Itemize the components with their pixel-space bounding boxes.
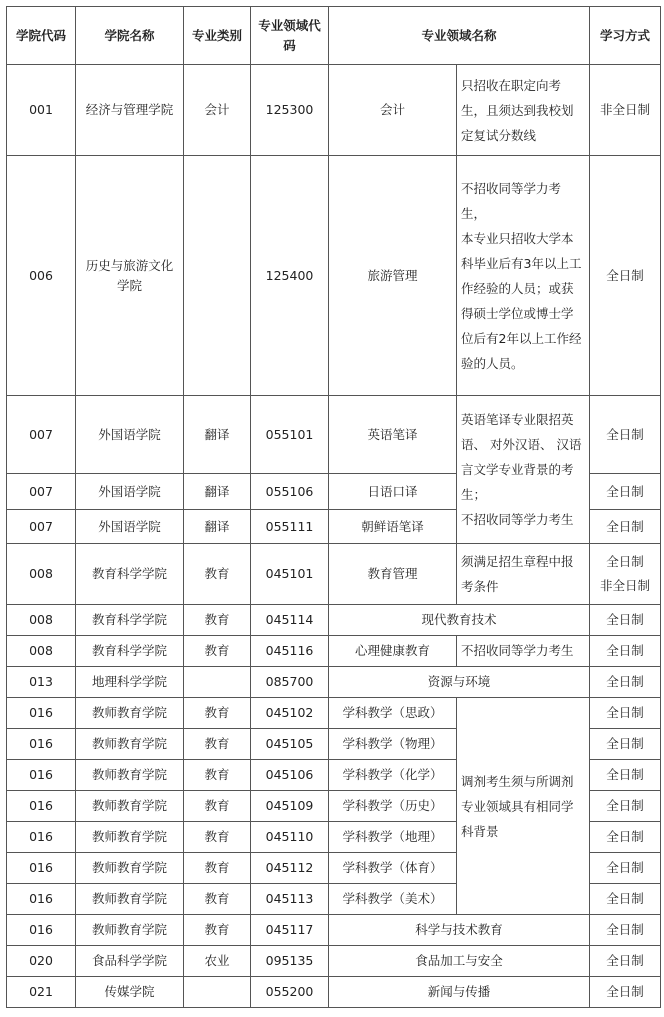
field-name: 科学与技术教育 bbox=[329, 915, 590, 946]
field-name: 学科教学（地理） bbox=[329, 822, 457, 853]
study-mode: 全日制 bbox=[590, 698, 661, 729]
field-name: 现代教育技术 bbox=[329, 605, 590, 636]
admissions-table bbox=[6, 6, 661, 1008]
header-row bbox=[7, 7, 661, 65]
field-name: 学科教学（历史） bbox=[329, 791, 457, 822]
field-name: 教育管理 bbox=[329, 544, 457, 605]
field-name: 学科教学（化学） bbox=[329, 760, 457, 791]
category: 教育 bbox=[184, 760, 251, 791]
study-mode: 全日制 bbox=[590, 510, 661, 544]
college-code: 016 bbox=[7, 822, 76, 853]
category: 教育 bbox=[184, 605, 251, 636]
note: 英语笔译专业限招英语、 对外汉语、 汉语言文学专业背景的考生； 不招收同等学力考生 bbox=[457, 396, 590, 544]
study-mode: 全日制 bbox=[590, 156, 661, 396]
category: 教育 bbox=[184, 698, 251, 729]
field-name: 旅游管理 bbox=[329, 156, 457, 396]
category: 会计 bbox=[184, 65, 251, 156]
study-mode: 全日制 bbox=[590, 667, 661, 698]
field-name: 日语口译 bbox=[329, 474, 457, 510]
note: 不招收同等学力考生 bbox=[457, 636, 590, 667]
study-mode: 全日制 bbox=[590, 760, 661, 791]
college-code: 013 bbox=[7, 667, 76, 698]
field-code: 045113 bbox=[251, 884, 329, 915]
college-code: 020 bbox=[7, 946, 76, 977]
college-name: 传媒学院 bbox=[76, 977, 184, 1008]
field-name: 食品加工与安全 bbox=[329, 946, 590, 977]
college-name: 经济与管理学院 bbox=[76, 65, 184, 156]
header-field-name: 专业领域名称 bbox=[329, 7, 590, 65]
field-name: 心理健康教育 bbox=[329, 636, 457, 667]
header-mode: 学习方式 bbox=[590, 7, 661, 65]
field-code: 045112 bbox=[251, 853, 329, 884]
college-name: 外国语学院 bbox=[76, 396, 184, 474]
field-code: 045109 bbox=[251, 791, 329, 822]
field-code: 045102 bbox=[251, 698, 329, 729]
field-code: 125400 bbox=[251, 156, 329, 396]
college-code: 001 bbox=[7, 65, 76, 156]
table-row bbox=[7, 915, 661, 946]
note: 不招收同等学力考生， 本专业只招收大学本科毕业后有3年以上工作经验的人员；或获得硕士学位或博士学位后有2年以上工作经验的人员。 bbox=[457, 156, 590, 396]
college-code: 006 bbox=[7, 156, 76, 396]
college-name: 食品科学学院 bbox=[76, 946, 184, 977]
college-code: 007 bbox=[7, 396, 76, 474]
field-code: 045106 bbox=[251, 760, 329, 791]
field-code: 045110 bbox=[251, 822, 329, 853]
field-name: 朝鲜语笔译 bbox=[329, 510, 457, 544]
category: 翻译 bbox=[184, 510, 251, 544]
table-row bbox=[7, 156, 661, 396]
field-code: 055111 bbox=[251, 510, 329, 544]
header-college-code: 学院代码 bbox=[7, 7, 76, 65]
note: 只招收在职定向考生，且须达到我校划定复试分数线 bbox=[457, 65, 590, 156]
header-field-code: 专业领域代码 bbox=[251, 7, 329, 65]
field-name: 学科教学（思政） bbox=[329, 698, 457, 729]
study-mode: 全日制 非全日制 bbox=[590, 544, 661, 605]
study-mode: 全日制 bbox=[590, 884, 661, 915]
field-code: 055101 bbox=[251, 396, 329, 474]
study-mode: 全日制 bbox=[590, 946, 661, 977]
field-name: 英语笔译 bbox=[329, 396, 457, 474]
category: 教育 bbox=[184, 729, 251, 760]
table-row bbox=[7, 977, 661, 1008]
table-row bbox=[7, 698, 661, 729]
field-code: 055200 bbox=[251, 977, 329, 1008]
college-code: 008 bbox=[7, 605, 76, 636]
field-code: 125300 bbox=[251, 65, 329, 156]
field-code: 085700 bbox=[251, 667, 329, 698]
college-name: 教师教育学院 bbox=[76, 915, 184, 946]
study-mode: 全日制 bbox=[590, 636, 661, 667]
college-code: 016 bbox=[7, 729, 76, 760]
table-row bbox=[7, 636, 661, 667]
category: 教育 bbox=[184, 791, 251, 822]
table-row bbox=[7, 946, 661, 977]
table-row bbox=[7, 605, 661, 636]
category bbox=[184, 977, 251, 1008]
study-mode: 全日制 bbox=[590, 853, 661, 884]
category: 翻译 bbox=[184, 396, 251, 474]
study-mode: 全日制 bbox=[590, 977, 661, 1008]
table-row bbox=[7, 667, 661, 698]
category bbox=[184, 667, 251, 698]
note: 须满足招生章程中报考条件 bbox=[457, 544, 590, 605]
college-name: 教师教育学院 bbox=[76, 729, 184, 760]
college-name: 教育科学学院 bbox=[76, 605, 184, 636]
college-name: 教师教育学院 bbox=[76, 791, 184, 822]
field-name: 学科教学（物理） bbox=[329, 729, 457, 760]
field-code: 055106 bbox=[251, 474, 329, 510]
category: 教育 bbox=[184, 822, 251, 853]
header-college-name: 学院名称 bbox=[76, 7, 184, 65]
college-code: 007 bbox=[7, 510, 76, 544]
college-name: 教师教育学院 bbox=[76, 698, 184, 729]
table-row bbox=[7, 544, 661, 605]
category: 翻译 bbox=[184, 474, 251, 510]
field-code: 045117 bbox=[251, 915, 329, 946]
college-name: 教师教育学院 bbox=[76, 822, 184, 853]
college-code: 016 bbox=[7, 760, 76, 791]
study-mode: 全日制 bbox=[590, 822, 661, 853]
category: 教育 bbox=[184, 544, 251, 605]
college-name: 教育科学学院 bbox=[76, 636, 184, 667]
header-category: 专业类别 bbox=[184, 7, 251, 65]
field-name: 学科教学（体育） bbox=[329, 853, 457, 884]
college-name: 外国语学院 bbox=[76, 510, 184, 544]
study-mode: 全日制 bbox=[590, 915, 661, 946]
study-mode: 全日制 bbox=[590, 791, 661, 822]
category: 教育 bbox=[184, 853, 251, 884]
field-name: 新闻与传播 bbox=[329, 977, 590, 1008]
college-code: 016 bbox=[7, 915, 76, 946]
field-code: 095135 bbox=[251, 946, 329, 977]
study-mode: 全日制 bbox=[590, 396, 661, 474]
field-code: 045101 bbox=[251, 544, 329, 605]
table-row bbox=[7, 65, 661, 156]
category: 教育 bbox=[184, 884, 251, 915]
college-code: 021 bbox=[7, 977, 76, 1008]
study-mode: 全日制 bbox=[590, 605, 661, 636]
category: 教育 bbox=[184, 915, 251, 946]
study-mode: 非全日制 bbox=[590, 65, 661, 156]
note: 调剂考生须与所调剂专业领域具有相同学科背景 bbox=[457, 698, 590, 915]
study-mode: 全日制 bbox=[590, 729, 661, 760]
college-code: 016 bbox=[7, 791, 76, 822]
college-code: 016 bbox=[7, 698, 76, 729]
college-code: 008 bbox=[7, 544, 76, 605]
college-code: 008 bbox=[7, 636, 76, 667]
field-name: 会计 bbox=[329, 65, 457, 156]
field-name: 资源与环境 bbox=[329, 667, 590, 698]
college-code: 016 bbox=[7, 884, 76, 915]
field-name: 学科教学（美术） bbox=[329, 884, 457, 915]
field-code: 045116 bbox=[251, 636, 329, 667]
college-code: 007 bbox=[7, 474, 76, 510]
category: 农业 bbox=[184, 946, 251, 977]
college-name: 外国语学院 bbox=[76, 474, 184, 510]
field-code: 045105 bbox=[251, 729, 329, 760]
study-mode: 全日制 bbox=[590, 474, 661, 510]
college-name: 地理科学学院 bbox=[76, 667, 184, 698]
college-name: 历史与旅游文化学院 bbox=[76, 156, 184, 396]
category bbox=[184, 156, 251, 396]
college-name: 教师教育学院 bbox=[76, 853, 184, 884]
college-code: 016 bbox=[7, 853, 76, 884]
table-row bbox=[7, 396, 661, 474]
college-name: 教师教育学院 bbox=[76, 760, 184, 791]
field-code: 045114 bbox=[251, 605, 329, 636]
category: 教育 bbox=[184, 636, 251, 667]
college-name: 教育科学学院 bbox=[76, 544, 184, 605]
college-name: 教师教育学院 bbox=[76, 884, 184, 915]
